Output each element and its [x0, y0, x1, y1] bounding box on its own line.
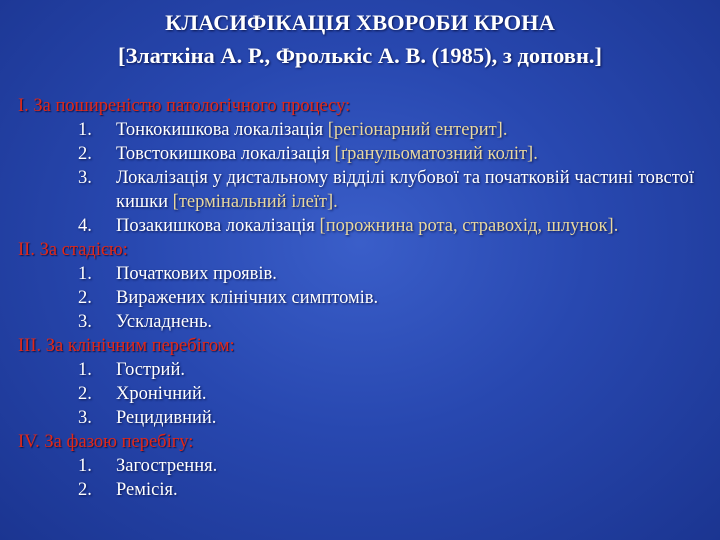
- item-number: 1.: [78, 456, 92, 476]
- item-note: [термінальний ілеїт].: [172, 192, 338, 212]
- item-text: Виражених клінічних симптомів.: [116, 288, 379, 308]
- item-text: Локалізація у дистальному відділі клубової та початковій частині товстої кишки: [116, 168, 694, 212]
- item-number: 3.: [78, 408, 92, 428]
- item-text: Товстокишкова локалізація: [116, 144, 335, 164]
- item-text: Позакишкова локалізація: [116, 216, 320, 236]
- list-item: [18, 142, 694, 166]
- list-item: [18, 454, 694, 478]
- classification-list: [18, 94, 694, 502]
- list-item: [18, 166, 694, 214]
- item-number: 3.: [78, 312, 92, 332]
- list-item: [18, 406, 694, 430]
- list-item: [18, 382, 694, 406]
- item-number: 2.: [78, 288, 92, 308]
- item-number: 1.: [78, 264, 92, 284]
- section-heading: III. За клінічним перебігом:: [18, 336, 235, 356]
- list-item: [18, 478, 694, 502]
- list-item: [18, 214, 694, 238]
- list-item: [18, 310, 694, 334]
- list-item: [18, 358, 694, 382]
- item-number: 2.: [78, 144, 92, 164]
- item-text: Рецидивний.: [116, 408, 217, 428]
- item-text: Гострий.: [116, 360, 185, 380]
- item-note: [порожнина рота, стравохід, шлунок].: [319, 216, 619, 236]
- title-line-1: КЛАСИФІКАЦІЯ ХВОРОБИ КРОНА: [165, 10, 555, 35]
- section-heading: IV. За фазою перебігу:: [18, 432, 194, 452]
- item-text: Початкових проявів.: [116, 264, 277, 284]
- list-item: [18, 118, 694, 142]
- item-text: Ремісія.: [116, 480, 178, 500]
- item-text: Тонкокишкова локалізація: [116, 120, 328, 140]
- section-heading: I. За поширеністю патологічного процесу:: [18, 96, 351, 116]
- item-number: 2.: [78, 384, 92, 404]
- list-item: [18, 286, 694, 310]
- item-number: 4.: [78, 216, 92, 236]
- item-text: Хронічний.: [116, 384, 207, 404]
- list-item: [18, 262, 694, 286]
- item-note: [регіонарний ентерит].: [327, 120, 508, 140]
- item-text: Загострення.: [116, 456, 218, 476]
- item-number: 3.: [78, 168, 92, 188]
- item-text: Ускладнень.: [116, 312, 213, 332]
- item-number: 2.: [78, 480, 92, 500]
- title-line-2: [Златкіна А. Р., Фролькіс А. В. (1985), з доповн.]: [117, 43, 603, 68]
- section-heading: II. За стадією:: [18, 240, 128, 260]
- item-note: [ґранульоматозний коліт].: [334, 144, 538, 164]
- item-number: 1.: [78, 360, 92, 380]
- slide-title: [0, 6, 720, 72]
- item-number: 1.: [78, 120, 92, 140]
